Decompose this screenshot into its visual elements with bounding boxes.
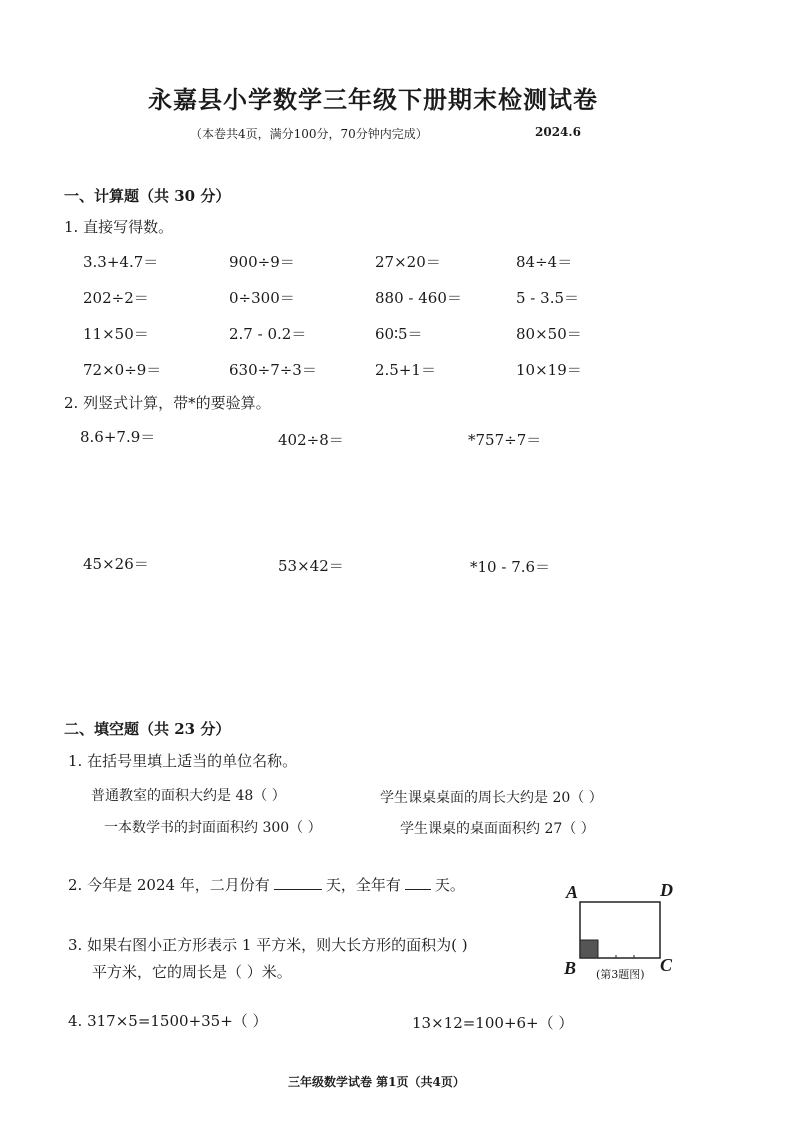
page-title: 永嘉县小学数学三年级下册期末检测试卷 xyxy=(148,85,598,114)
figure-label-d: D xyxy=(660,880,673,900)
vertical-calc-item: 53×42＝ xyxy=(278,557,344,575)
s2-q3-line2: 平方米，它的周长是（ ）米。 xyxy=(92,963,292,981)
calc-item: 0÷300＝ xyxy=(229,289,295,307)
s2-q1-item: 学生课桌桌面的周长大约是 20（ ） xyxy=(380,790,603,806)
calc-item: 3.3+4.7＝ xyxy=(83,253,159,271)
s1-q1-prompt: 1. 直接写得数。 xyxy=(64,218,174,236)
vertical-calc-item: *10 - 7.6＝ xyxy=(470,558,551,576)
s2-q2 xyxy=(68,874,465,895)
s2-q1-item: 普通教室的面积大约是 48（ ） xyxy=(91,788,286,804)
figure-label-a: A xyxy=(566,882,579,902)
exam-note: （本卷共4页，满分100分，70分钟内完成） xyxy=(190,127,428,141)
answer-blank[interactable] xyxy=(405,875,431,890)
calc-item: 10×19＝ xyxy=(516,361,582,379)
calc-item: 900÷9＝ xyxy=(229,253,295,271)
s2-q2-part: 天，全年有 xyxy=(325,876,401,894)
exam-date: 2024.6 xyxy=(535,125,581,139)
s2-q1-item: 一本数学书的封面面积约 300（ ） xyxy=(104,820,322,836)
calc-item: 2.5+1＝ xyxy=(375,361,436,379)
calc-item: 80×50＝ xyxy=(516,325,582,343)
s2-q2-num: 2. xyxy=(68,876,83,894)
calc-item: 5 - 3.5＝ xyxy=(516,289,580,307)
calc-item: 880 - 460＝ xyxy=(375,289,462,307)
calc-item: 60∶5＝ xyxy=(375,325,423,343)
section-2-title: 二、填空题（共 23 分） xyxy=(64,720,231,738)
calc-item: 202÷2＝ xyxy=(83,289,149,307)
vertical-calc-item: 8.6+7.9＝ xyxy=(80,428,156,446)
calc-item: 84÷4＝ xyxy=(516,253,573,271)
figure-label-c: C xyxy=(660,955,673,975)
calc-item: 2.7 - 0.2＝ xyxy=(229,325,307,343)
s2-q2-part: 天。 xyxy=(434,876,465,894)
unit-square xyxy=(580,940,598,958)
s2-q3-line1: 3. 如果右图小正方形表示 1 平方米，则大长方形的面积为( ) xyxy=(68,936,468,954)
vertical-calc-item: 45×26＝ xyxy=(83,555,149,573)
calc-item: 630÷7÷3＝ xyxy=(229,361,317,379)
section-1-title: 一、计算题（共 30 分） xyxy=(64,187,231,205)
s2-q2-part: 今年是 2024 年，二月份有 xyxy=(87,876,270,894)
figure-label-b: B xyxy=(564,958,577,978)
s2-q1-prompt: 1. 在括号里填上适当的单位名称。 xyxy=(68,752,298,770)
s2-q1-item: 学生课桌的桌面面积约 27（ ） xyxy=(400,821,595,837)
vertical-calc-item: *757÷7＝ xyxy=(468,431,542,449)
s2-q4-a: 4. 317×5=1500+35+（ ） xyxy=(68,1012,268,1030)
answer-blank[interactable] xyxy=(274,875,322,890)
figure-caption: (第3题图) xyxy=(596,968,645,981)
calc-item: 11×50＝ xyxy=(83,325,149,343)
page-footer: 三年级数学试卷 第1页（共4页） xyxy=(288,1075,465,1089)
calc-item: 72×0÷9＝ xyxy=(83,361,162,379)
calc-item: 27×20＝ xyxy=(375,253,441,271)
s2-q4-b: 13×12=100+6+（ ） xyxy=(412,1014,574,1032)
s1-q2-prompt: 2. 列竖式计算，带*的要验算。 xyxy=(64,394,271,412)
vertical-calc-item: 402÷8＝ xyxy=(278,431,344,449)
